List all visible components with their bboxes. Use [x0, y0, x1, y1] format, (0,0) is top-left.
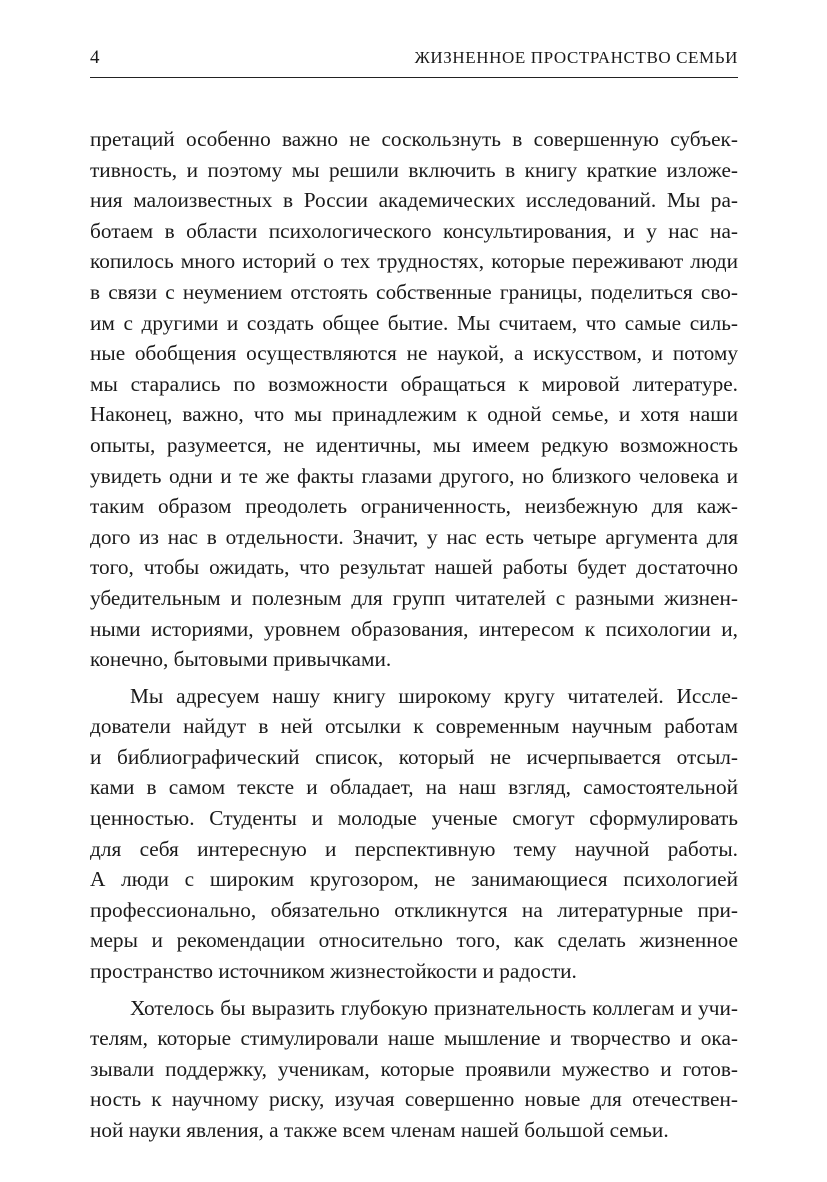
paragraph-2: [90, 681, 738, 987]
running-title: ЖИЗНЕННОЕ ПРОСТРАНСТВО СЕМЬИ: [414, 48, 738, 67]
text-line: в связи с неумением отстоять собственные границы, поделиться сво-: [90, 279, 738, 304]
paragraph-3: [90, 993, 738, 1146]
text-line: убедительным и полезным для групп читателей с разными жизнен-: [90, 585, 738, 610]
text-line: копилось много историй о тех трудностях, которые переживают люди: [90, 249, 738, 274]
text-line: ками в самом тексте и обладает, на наш взгляд, самостоятельной: [90, 775, 738, 800]
running-head: [90, 44, 738, 72]
text-line: ботаем в области психологического консультирования, и у нас на-: [90, 218, 738, 243]
text-line: дого из нас в отдельности. Значит, у нас есть четыре аргумента для: [90, 524, 738, 549]
text-line: ценностью. Студенты и молодые ученые смогут сформулировать: [90, 806, 738, 831]
text-line: Наконец, важно, что мы принадлежим к одной семье, и хотя наши: [90, 402, 738, 427]
text-line: ния малоизвестных в России академических исследований. Мы ра-: [90, 188, 738, 213]
text-line: тивность, и поэтому мы решили включить в книгу краткие изложе-: [90, 157, 738, 182]
text-line: А люди с широким кругозором, не занимающиеся психологией: [90, 867, 738, 892]
text-line: дователи найдут в ней отсылки к современным научным работам: [90, 714, 738, 739]
text-line: мы старались по возможности обращаться к мировой литературе.: [90, 371, 738, 396]
text-line: ной науки явления, а также всем членам нашей большой семьи.: [90, 1118, 669, 1142]
header-rule: [90, 77, 738, 78]
text-line: зывали поддержку, ученикам, которые проявили мужество и готов-: [90, 1056, 738, 1081]
text-line: таким образом преодолеть ограниченность, неизбежную для каж-: [90, 494, 738, 519]
text-line: претаций особенно важно не соскользнуть в совершенную субъек-: [90, 127, 738, 151]
text-line: меры и рекомендации относительно того, как сделать жизненное: [90, 928, 738, 953]
text-line: телям, которые стимулировали наше мышление и творчество и ока-: [90, 1026, 738, 1051]
text-line: пространство источником жизнестойкости и радости.: [90, 959, 577, 984]
text-line: и библиографический список, который не исчерпывается отсыл-: [90, 744, 738, 769]
page-number: 4: [90, 47, 100, 68]
text-line: им с другими и создать общее бытие. Мы считаем, что самые силь-: [90, 310, 738, 335]
text-line: Хотелось бы выразить глубокую признательность коллегам и учи-: [130, 995, 738, 1020]
text-line: ные обобщения осуществляются не наукой, а искусством, и потому: [90, 341, 738, 366]
paragraph-1: [90, 124, 738, 675]
body-text: [90, 124, 738, 1146]
text-line: конечно, бытовыми привычками.: [90, 647, 392, 672]
text-line: ность к научному риску, изучая совершенно новые для отечествен-: [90, 1087, 738, 1112]
text-line: увидеть одни и те же факты глазами другого, но близкого человека и: [90, 463, 738, 488]
text-line: для себя интересную и перспективную тему научной работы.: [90, 836, 738, 861]
text-line: Мы адресуем нашу книгу широкому кругу читателей. Иссле-: [130, 683, 738, 708]
text-line: опыты, разумеется, не идентичны, мы имеем редкую возможность: [90, 432, 738, 457]
text-line: профессионально, обязательно откликнутся на литературные при-: [90, 897, 738, 922]
text-line: ными историями, уровнем образования, интересом к психологии и,: [90, 616, 738, 641]
text-line: того, чтобы ожидать, что результат нашей работы будет достаточно: [90, 555, 738, 580]
